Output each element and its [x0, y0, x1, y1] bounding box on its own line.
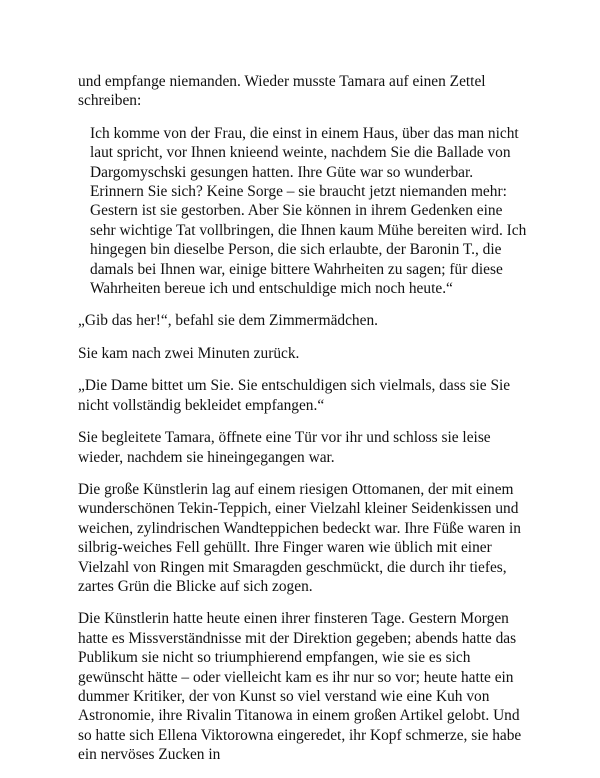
paragraph-quoted-note: Ich komme von der Frau, die einst in einem Haus, über das man nicht laut spricht, vor Ihnen knieend weinte, nachdem Sie die Ballade von Dargomyschski gesungen hatten. Ihre Güte war so wunderbar. Erinnern Sie sich? Keine Sorge – sie braucht jetzt niemanden mehr: Gestern ist sie gestorben. Aber Sie können in ihrem Gedenken eine sehr wichtige Tat vollbringen, die Ihnen kaum Mühe bereiten wird. Ich hingegen bin dieselbe Person, die sich erlaubte, der Baronin T., die damals bei Ihnen war, einige bittere Wahrheiten zu sagen; für diese Wahrheiten bereue ich und entschuldige mich noch heute.“ [90, 124, 527, 298]
document-page [78, 72, 530, 778]
paragraph-invitation: „Die Dame bittet um Sie. Sie entschuldigen sich vielmals, dass sie Sie nicht vollständig bekleidet empfangen.“ [78, 377, 511, 414]
paragraph-escort: Sie begleitete Tamara, öffnete eine Tür vor ihr und schloss sie leise wieder, nachdem sie hineingegangen war. [78, 429, 491, 466]
paragraph-continuation: und empfange niemanden. Wieder musste Tamara auf einen Zettel schreiben: [78, 73, 486, 110]
paragraph-order: „Gib das her!“, befahl sie dem Zimmermädchen. [78, 312, 378, 330]
paragraph-artist-description: Die große Künstlerin lag auf einem riesigen Ottomanen, der mit einem wunderschönen Tekin-Teppich, einer Vielzahl kleiner Seidenkissen und weichen, zylindrischen Wandteppichen bedeckt war. Ihre Füße waren in silbrig-weiches Fell gehüllt. Ihre Finger waren wie üblich mit einer Vielzahl von Ringen mit Smaragden geschmückt, die durch ihr tiefes, zartes Grün die Blicke auf sich zogen. [78, 480, 521, 595]
paragraph-dark-day: Die Künstlerin hatte heute einen ihrer finsteren Tage. Gestern Morgen hatte es Missverständnisse mit der Direktion gegeben; abends hatte das Publikum sie nicht so triumphierend empfangen, wie sie es sich gewünscht hätte – oder vielleicht kam es ihr nur so vor; heute hatte ein dummer Kritiker, der von Kunst so viel verstand wie eine Kuh von Astronomie, ihre Rivalin Titanowa in einem großen Artikel gelobt. Und so hatte sich Ellena Viktorowna eingeredet, ihr Kopf schmerze, sie habe ein nervöses Zucken in [78, 610, 522, 764]
paragraph-return: Sie kam nach zwei Minuten zurück. [78, 344, 300, 362]
